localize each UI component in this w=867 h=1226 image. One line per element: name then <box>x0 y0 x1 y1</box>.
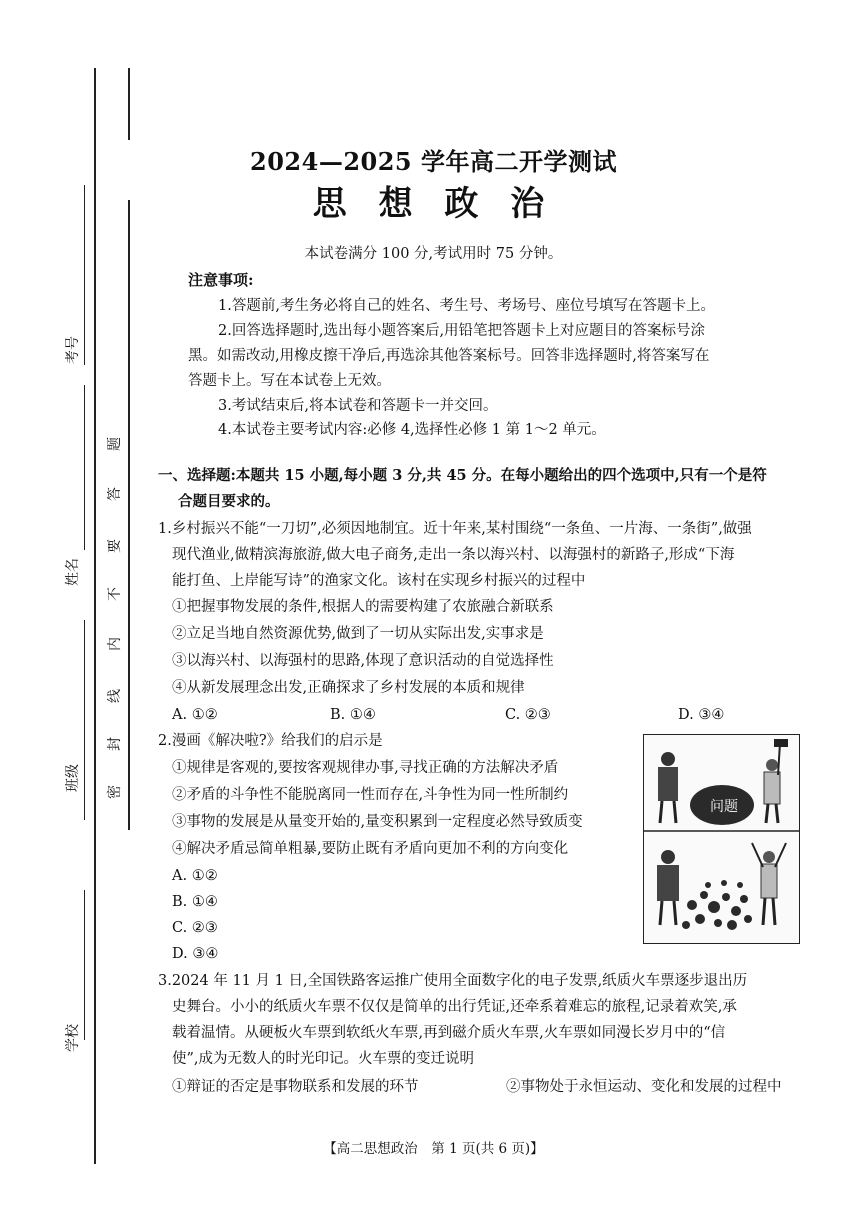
fill-line-class <box>84 620 85 820</box>
seal-char: 答 <box>107 487 123 501</box>
q2-option-d: D. ③④ <box>172 946 219 962</box>
exam-title: 2024—2025 学年高二开学测试 <box>250 147 617 176</box>
seal-char: 题 <box>107 437 123 451</box>
notice-line: 答题卡上。写在本试卷上无效。 <box>188 373 391 389</box>
score-time: 本试卷满分 100 分,考试用时 75 分钟。 <box>304 246 563 262</box>
q1-stem: 现代渔业,做精滨海旅游,做大电子商务,走出一条以海兴村、以海强村的新路子,形成“下海 <box>172 547 735 563</box>
q1-item: ④从新发展理念出发,正确探求了乡村发展的本质和规律 <box>172 680 525 696</box>
q1-option-c: C. ②③ <box>505 707 551 723</box>
q1-option-a: A. ①② <box>172 707 218 723</box>
page-footer: 【高二思想政治 第 1 页(共 6 页)】 <box>323 1141 544 1157</box>
q2-item: ④解决矛盾忌简单粗暴,要防止既有矛盾向更加不利的方向变化 <box>172 841 569 857</box>
label-kaohao: 考号 <box>65 336 81 364</box>
label-name: 姓名 <box>65 558 81 586</box>
q2-item: ①规律是客观的,要按客观规律办事,寻找正确的方法解决矛盾 <box>172 760 559 776</box>
q1-item: ②立足当地自然资源优势,做到了一切从实际出发,实事求是 <box>172 626 544 642</box>
notice-line: 2.回答选择题时,选出每小题答案后,用铅笔把答题卡上对应题目的答案标号涂 <box>218 323 706 339</box>
q3-stem: 史舞台。小小的纸质火车票不仅仅是简单的出行凭证,还牵系着难忘的旅程,记录着欢笑,承 <box>172 999 737 1015</box>
notice-line: 4.本试卷主要考试内容:必修 4,选择性必修 1 第 1～2 单元。 <box>218 422 606 438</box>
q2-item: ③事物的发展是从量变开始的,量变积累到一定程度必然导致质变 <box>172 814 583 830</box>
section-heading-cont: 合题目要求的。 <box>178 493 280 510</box>
fill-line-name <box>84 385 85 550</box>
q3-stem: 使”,成为无数人的时光印记。火车票的变迁说明 <box>172 1051 475 1067</box>
q1-stem: 能打鱼、上岸能写诗”的渔家文化。该村在实现乡村振兴的过程中 <box>172 573 586 589</box>
cartoon-rock-text: 问题 <box>710 800 738 815</box>
notice-heading: 注意事项: <box>188 271 254 289</box>
label-school: 学校 <box>65 1024 81 1052</box>
section-heading: 一、选择题:本题共 15 小题,每小题 3 分,共 45 分。在每小题给出的四个选项中,只有一个是符 <box>158 467 767 484</box>
notice-line: 1.答题前,考生务必将自己的姓名、考生号、考场号、座位号填写在答题卡上。 <box>218 298 715 314</box>
subject-title: 思 想 政 治 <box>312 184 555 224</box>
q3-item: ②事物处于永恒运动、变化和发展的过程中 <box>506 1079 782 1095</box>
seal-char: 封 <box>107 737 123 751</box>
cartoon-drawing <box>644 735 799 943</box>
q3-item: ①辩证的否定是事物联系和发展的环节 <box>172 1079 419 1095</box>
seal-char: 线 <box>107 689 123 703</box>
q2-option-b: B. ①④ <box>172 894 218 910</box>
q2-option-a: A. ①② <box>172 868 218 884</box>
q1-item: ①把握事物发展的条件,根据人的需要构建了农旅融合新联系 <box>172 599 554 615</box>
q1-stem: 1.乡村振兴不能“一刀切”,必须因地制宜。近十年来,某村围绕“一条鱼、一片海、一条街”,做强 <box>158 521 752 537</box>
seal-char: 不 <box>107 587 123 601</box>
fill-line-school <box>84 890 85 1040</box>
margin-line-inner <box>128 200 130 830</box>
q2-stem: 2.漫画《解决啦?》给我们的启示是 <box>158 733 383 749</box>
q2-item: ②矛盾的斗争性不能脱离同一性而存在,斗争性为同一性所制约 <box>172 787 569 803</box>
notice-line: 黑。如需改动,用橡皮擦干净后,再选涂其他答案标号。回答非选择题时,将答案写在 <box>188 348 710 364</box>
margin-line-outer <box>94 68 96 1164</box>
q1-option-d: D. ③④ <box>678 707 725 723</box>
margin-line-inner-top <box>128 68 130 140</box>
q1-option-b: B. ①④ <box>330 707 376 723</box>
label-class: 班级 <box>65 764 81 792</box>
seal-char: 要 <box>107 539 123 553</box>
notice-line: 3.考试结束后,将本试卷和答题卡一并交回。 <box>218 398 498 414</box>
seal-char: 内 <box>107 637 123 651</box>
q3-stem: 3.2024 年 11 月 1 日,全国铁路客运推广使用全面数字化的电子发票,纸质火车票逐步退出历 <box>158 973 748 989</box>
seal-char: 密 <box>107 785 123 799</box>
q1-item: ③以海兴村、以海强村的思路,体现了意识活动的自觉选择性 <box>172 653 554 669</box>
q3-stem: 载着温情。从硬板火车票到软纸火车票,再到磁介质火车票,火车票如同漫长岁月中的“信 <box>172 1025 726 1041</box>
cartoon-image <box>643 734 800 944</box>
q2-option-c: C. ②③ <box>172 920 218 936</box>
